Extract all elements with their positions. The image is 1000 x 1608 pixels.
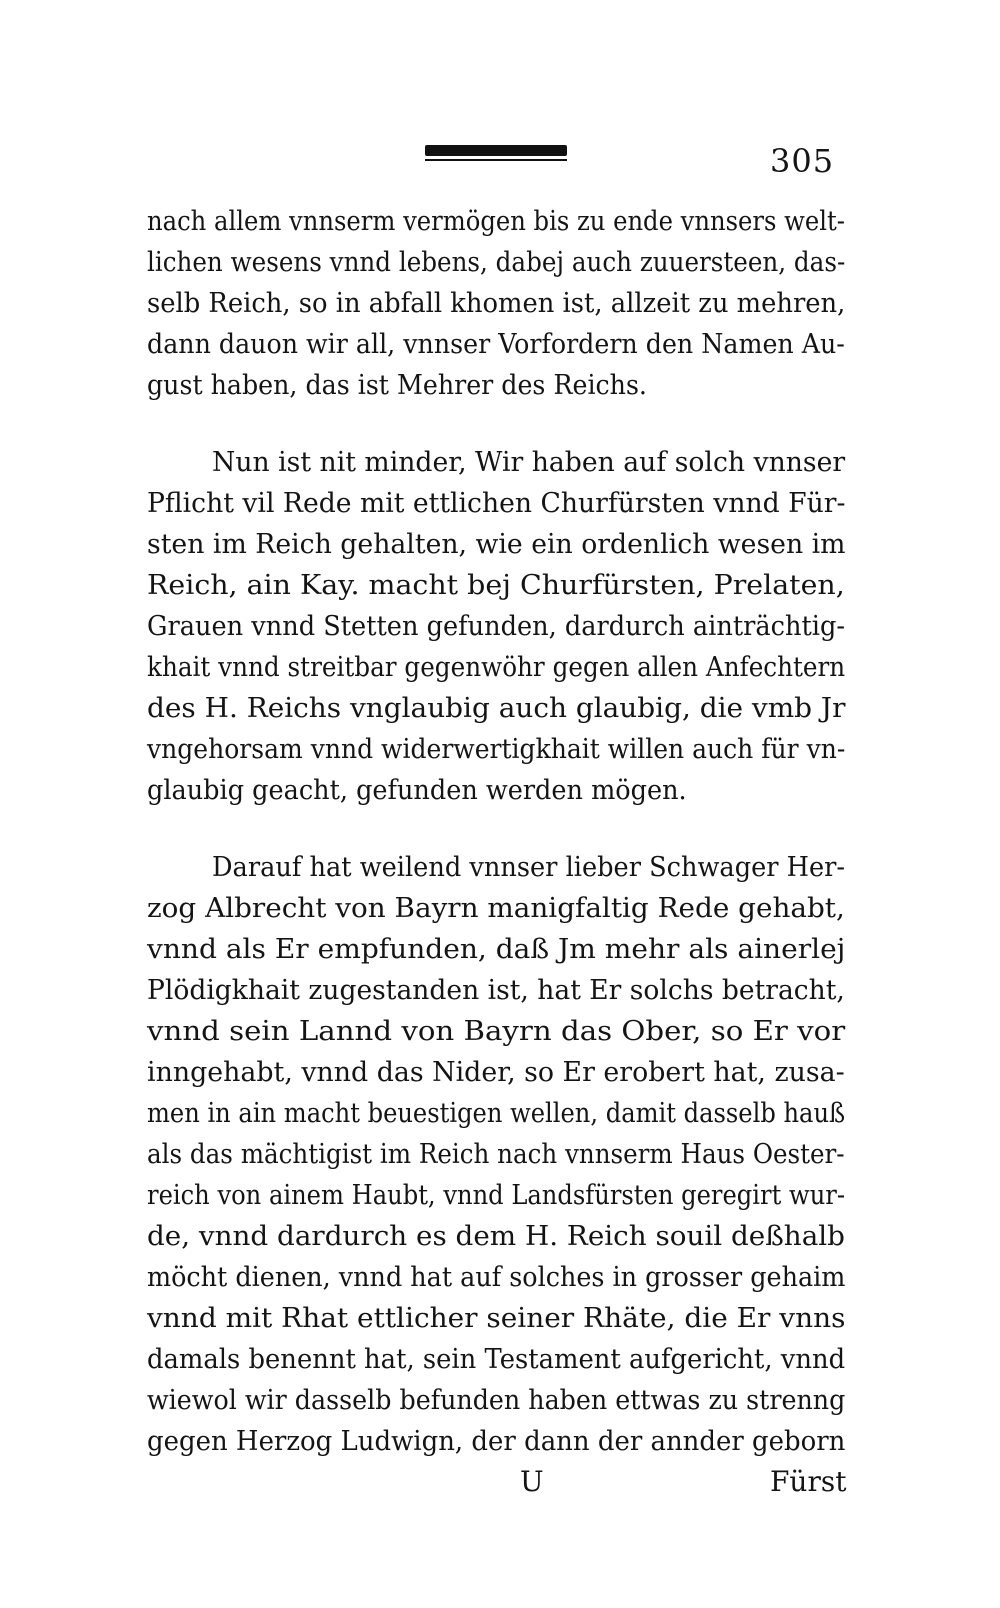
text-line: damals benennt hat, sein Testament aufgericht, vnnd — [147, 1344, 846, 1375]
text-line: vnnd als Er empfunden, daß Jm mehr als ainerlej — [147, 934, 846, 965]
text-line: khait vnnd streitbar gegenwöhr gegen allen Anfechtern — [147, 652, 846, 683]
header-rule-thick — [425, 145, 567, 156]
text-line: reich von ainem Haubt, vnnd Landsfürsten geregirt wur- — [147, 1180, 846, 1211]
text-line: vnnd sein Lannd von Bayrn das Ober, so Er vor — [147, 1016, 846, 1047]
text-line: Reich, ain Kay. macht bej Churfürsten, Prelaten, — [147, 570, 845, 601]
text-line: glaubig geacht, gefunden werden mögen. — [147, 775, 687, 806]
text-line: sten im Reich gehalten, wie ein ordenlich wesen im — [147, 529, 846, 560]
text-line: vngehorsam vnnd widerwertigkhait willen auch für vn- — [147, 734, 846, 765]
text-line: Grauen vnnd Stetten gefunden, dardurch ainträchtig- — [147, 611, 846, 642]
text-line: Pflicht vil Rede mit ettlichen Churfürsten vnnd Für- — [147, 488, 846, 519]
text-line: als das mächtigist im Reich nach vnnserm Haus Oester- — [147, 1139, 845, 1170]
text-line: Plödigkhait zugestanden ist, hat Er solchs betracht, — [147, 975, 845, 1006]
text-line: selb Reich, so in abfall khomen ist, allzeit zu mehren, — [147, 288, 846, 319]
text-line: lichen wesens vnnd lebens, dabej auch zuuersteen, das- — [147, 247, 846, 278]
text-line: dann dauon wir all, vnnser Vorfordern den Namen Au- — [147, 329, 845, 360]
text-line: inngehabt, vnnd das Nider, so Er erobert hat, zusa- — [147, 1057, 845, 1088]
header-rule-thin — [425, 159, 567, 161]
text-line: Nun ist nit minder, Wir haben auf solch vnnser — [212, 447, 846, 478]
text-line: Darauf hat weilend vnnser lieber Schwager Her- — [212, 852, 846, 883]
text-line: nach allem vnnserm vermögen bis zu ende vnnsers welt- — [147, 206, 845, 237]
text-line: gust haben, das ist Mehrer des Reichs. — [147, 370, 647, 401]
text-line: de, vnnd dardurch es dem H. Reich souil deßhalb — [147, 1221, 845, 1252]
text-line: des H. Reichs vnglaubig auch glaubig, die vmb Jr — [147, 693, 846, 724]
page-number: 305 — [770, 142, 835, 180]
text-line: gegen Herzog Ludwign, der dann der annder geborn — [147, 1426, 846, 1457]
text-line: möcht dienen, vnnd hat auf solches in grosser gehaim — [147, 1262, 846, 1293]
header-rule — [425, 145, 567, 161]
text-line: men in ain macht beuestigen wellen, damit dasselb hauß — [147, 1098, 846, 1129]
catchword: Fürst — [770, 1465, 847, 1498]
text-line: wiewol wir dasselb befunden haben ettwas zu strenng — [147, 1385, 846, 1416]
text-line: vnnd mit Rhat ettlicher seiner Rhäte, die Er vnns — [147, 1303, 846, 1334]
text-line: zog Albrecht von Bayrn manigfaltig Rede gehabt, — [147, 893, 845, 924]
signature-mark: U — [520, 1465, 544, 1498]
